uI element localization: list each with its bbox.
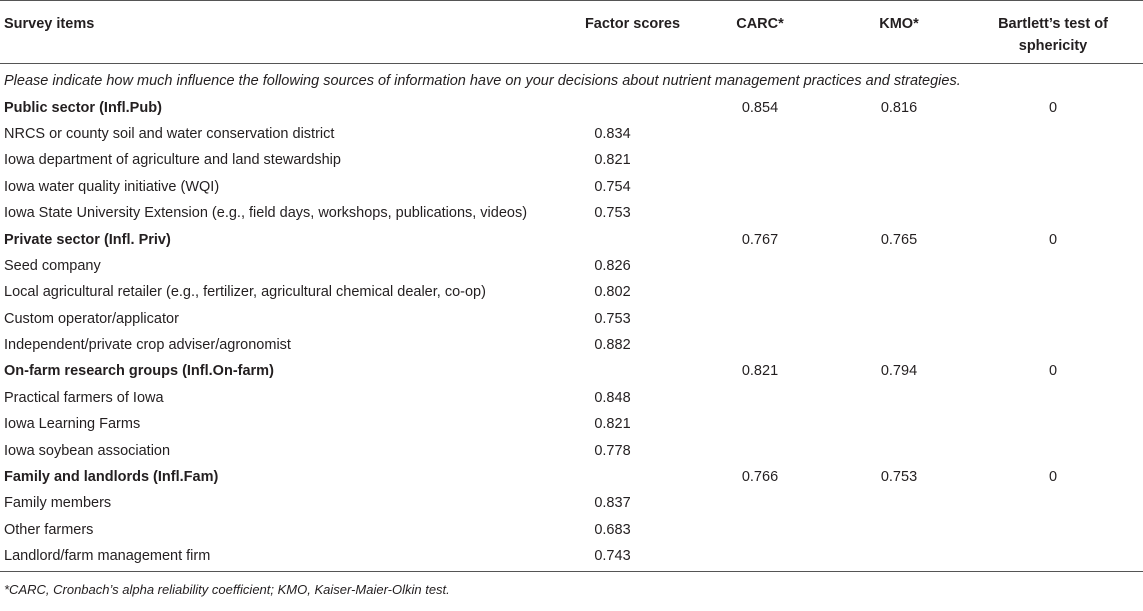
item-kmo xyxy=(835,121,963,147)
item-label: Family members xyxy=(4,495,112,512)
item-row xyxy=(0,385,1143,411)
item-row xyxy=(0,200,1143,226)
item-label: Iowa department of agriculture and land stewardship xyxy=(4,152,341,169)
item-kmo xyxy=(835,332,963,358)
header-bartlett: Bartlett’s test of sphericity xyxy=(963,1,1143,64)
item-row xyxy=(0,147,1143,173)
item-carc xyxy=(685,543,835,572)
group-name: Public sector (Infl.Pub) xyxy=(4,99,162,116)
item-factor-score: 0.837 xyxy=(594,495,631,512)
item-row xyxy=(0,279,1143,305)
item-row xyxy=(0,517,1143,543)
item-carc xyxy=(685,306,835,332)
group-carc: 0.854 xyxy=(741,99,779,116)
header-carc: CARC* xyxy=(685,1,835,64)
item-carc xyxy=(685,490,835,516)
item-label: NRCS or county soil and water conservation district xyxy=(4,125,335,142)
item-carc xyxy=(685,411,835,437)
item-row xyxy=(0,306,1143,332)
item-label: Iowa soybean association xyxy=(4,442,171,459)
header-kmo: KMO* xyxy=(835,1,963,64)
table-body xyxy=(0,64,1143,572)
item-kmo xyxy=(835,279,963,305)
item-carc xyxy=(685,385,835,411)
item-factor-score: 0.821 xyxy=(594,416,631,433)
item-bartlett xyxy=(963,174,1143,200)
item-kmo xyxy=(835,385,963,411)
item-carc xyxy=(685,279,835,305)
item-row xyxy=(0,437,1143,463)
item-factor-score: 0.753 xyxy=(594,205,631,222)
group-name: On-farm research groups (Infl.On-farm) xyxy=(4,363,274,380)
item-bartlett xyxy=(963,279,1143,305)
item-row xyxy=(0,490,1143,516)
item-factor-score: 0.683 xyxy=(594,521,631,538)
group-factor-score xyxy=(580,358,685,384)
header-survey-items: Survey items xyxy=(0,1,580,64)
item-carc xyxy=(685,200,835,226)
item-bartlett xyxy=(963,517,1143,543)
item-kmo xyxy=(835,490,963,516)
table-footnote: *CARC, Cronbach’s alpha reliability coefficient; KMO, Kaiser-Maier-Olkin test. xyxy=(4,582,450,598)
item-label: Iowa water quality initiative (WQI) xyxy=(4,178,220,195)
group-factor-score xyxy=(580,464,685,490)
item-factor-score: 0.848 xyxy=(594,389,631,406)
item-kmo xyxy=(835,411,963,437)
item-bartlett xyxy=(963,253,1143,279)
item-bartlett xyxy=(963,385,1143,411)
item-carc xyxy=(685,437,835,463)
item-bartlett xyxy=(963,437,1143,463)
item-kmo xyxy=(835,147,963,173)
item-row xyxy=(0,543,1143,572)
item-factor-score: 0.743 xyxy=(580,543,685,572)
item-factor-score: 0.754 xyxy=(594,178,631,195)
group-carc: 0.767 xyxy=(741,231,779,248)
group-carc: 0.821 xyxy=(741,363,779,380)
item-kmo xyxy=(835,543,963,572)
item-factor-score: 0.821 xyxy=(594,152,631,169)
item-kmo xyxy=(835,200,963,226)
item-label: Independent/private crop adviser/agronomist xyxy=(4,337,291,354)
item-kmo xyxy=(835,437,963,463)
group-kmo: 0.816 xyxy=(880,99,918,116)
item-row xyxy=(0,332,1143,358)
item-label: Seed company xyxy=(4,257,101,274)
group-bartlett: 0 xyxy=(1048,363,1058,380)
item-bartlett xyxy=(963,121,1143,147)
item-bartlett xyxy=(963,411,1143,437)
item-bartlett xyxy=(963,543,1143,572)
group-name: Private sector (Infl. Priv) xyxy=(4,231,171,248)
group-factor-score xyxy=(580,94,685,120)
item-kmo xyxy=(835,517,963,543)
item-carc xyxy=(685,174,835,200)
item-carc xyxy=(685,517,835,543)
item-bartlett xyxy=(963,306,1143,332)
item-kmo xyxy=(835,174,963,200)
group-row xyxy=(0,464,1143,490)
item-label: Local agricultural retailer (e.g., fertilizer, agricultural chemical dealer, co-op) xyxy=(4,284,486,301)
item-carc xyxy=(685,147,835,173)
item-factor-score: 0.778 xyxy=(594,442,631,459)
group-kmo: 0.753 xyxy=(880,469,918,486)
item-label: Iowa State University Extension (e.g., field days, workshops, publications, videos) xyxy=(4,205,528,222)
item-row xyxy=(0,174,1143,200)
item-label: Landlord/farm management firm xyxy=(0,543,580,572)
item-factor-score: 0.802 xyxy=(594,284,631,301)
group-row xyxy=(0,358,1143,384)
item-bartlett xyxy=(963,147,1143,173)
item-row xyxy=(0,411,1143,437)
header-factor-scores: Factor scores xyxy=(580,1,685,64)
item-label: Practical farmers of Iowa xyxy=(4,389,164,406)
item-label: Iowa Learning Farms xyxy=(4,416,141,433)
item-bartlett xyxy=(963,200,1143,226)
item-factor-score: 0.882 xyxy=(594,337,631,354)
group-kmo: 0.794 xyxy=(880,363,918,380)
item-carc xyxy=(685,253,835,279)
item-label: Other farmers xyxy=(4,521,94,538)
item-row xyxy=(0,253,1143,279)
item-carc xyxy=(685,332,835,358)
group-carc: 0.766 xyxy=(741,469,779,486)
group-row xyxy=(0,94,1143,120)
item-factor-score: 0.826 xyxy=(594,257,631,274)
intro-text: Please indicate how much influence the following sources of information have on your decisions about nutrient management practices and strategies. xyxy=(4,73,961,90)
item-kmo xyxy=(835,306,963,332)
item-factor-score: 0.834 xyxy=(594,125,631,142)
group-bartlett: 0 xyxy=(1048,231,1058,248)
item-kmo xyxy=(835,253,963,279)
group-factor-score xyxy=(580,226,685,252)
group-row xyxy=(0,226,1143,252)
group-name: Family and landlords (Infl.Fam) xyxy=(4,469,219,486)
item-carc xyxy=(685,121,835,147)
item-row xyxy=(0,121,1143,147)
group-kmo: 0.765 xyxy=(880,231,918,248)
group-bartlett: 0 xyxy=(1048,99,1058,116)
item-bartlett xyxy=(963,490,1143,516)
group-bartlett: 0 xyxy=(1048,469,1058,486)
item-factor-score: 0.753 xyxy=(594,310,631,327)
table-header-row xyxy=(0,1,1143,64)
intro-row xyxy=(0,64,1143,95)
item-bartlett xyxy=(963,332,1143,358)
item-label: Custom operator/applicator xyxy=(4,310,179,327)
